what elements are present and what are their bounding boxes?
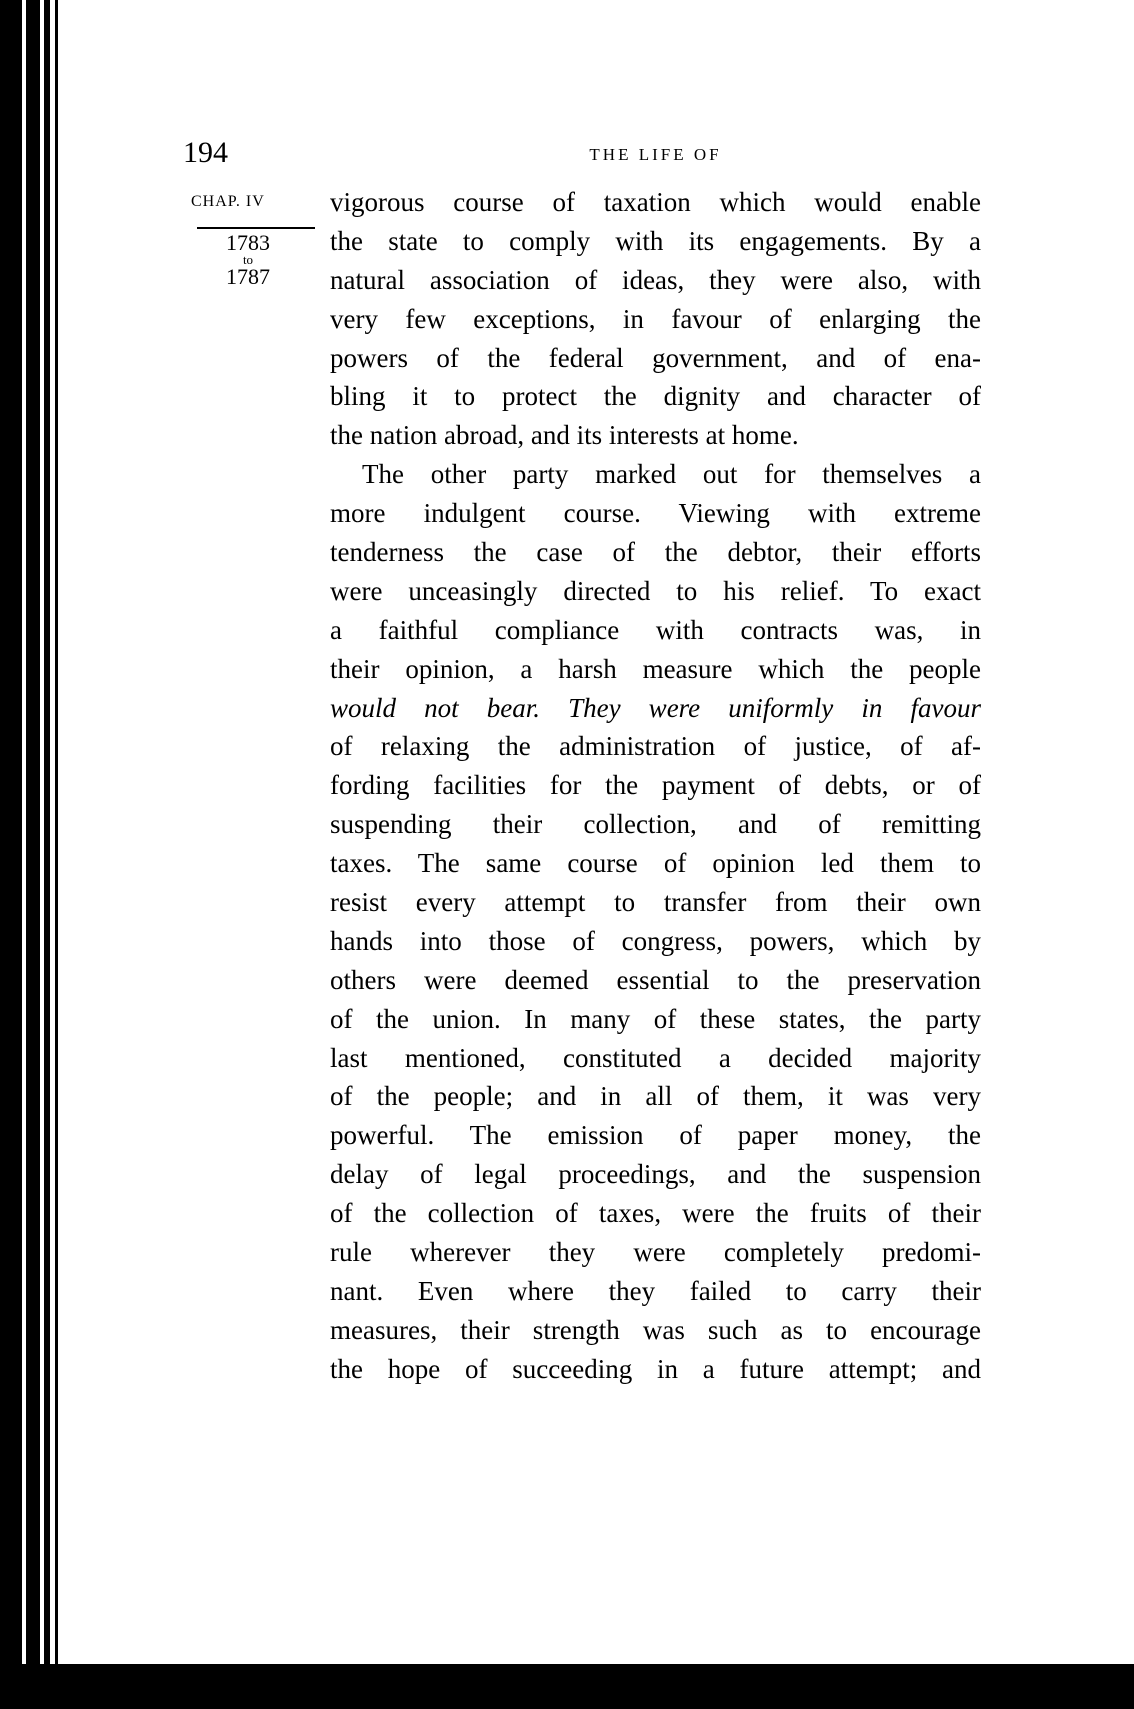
- text-line: [330, 689, 981, 728]
- year-to: to: [242, 252, 254, 267]
- margin-chapter-label: CHAP. IV: [191, 193, 265, 210]
- text-line: their opinion, a harsh measure which the people: [330, 653, 981, 684]
- page-number: 194: [183, 136, 228, 169]
- text-line: nant. Even where they failed to carry their: [330, 1275, 981, 1306]
- year-end: 1787: [226, 264, 270, 289]
- text-line: others were deemed essential to the preservation: [330, 964, 981, 995]
- running-head: THE LIFE OF: [589, 145, 722, 164]
- text-line: The other party marked out for themselves a: [362, 459, 981, 490]
- text-line: natural association of ideas, they were also, with: [330, 264, 981, 295]
- italic-phrase: would not bear.: [330, 692, 540, 723]
- text-line: the hope of succeeding in a future attempt; and: [330, 1353, 981, 1384]
- text-line: bling it to protect the dignity and character of: [330, 381, 981, 412]
- book-spine-scan-edge: [0, 0, 58, 1709]
- text-line: fording facilities for the payment of debts, or of: [330, 770, 981, 801]
- text-line: delay of legal proceedings, and the suspension: [330, 1159, 981, 1190]
- text-line: the nation abroad, and its interests at home.: [330, 420, 799, 451]
- text-line: the state to comply with its engagements. By a: [330, 225, 981, 256]
- body-text: [330, 183, 981, 1389]
- text-line: hands into those of congress, powers, which by: [330, 925, 981, 956]
- text-line: taxes. The same course of opinion led them to: [330, 848, 981, 879]
- text-line: of the union. In many of these states, the party: [330, 1003, 981, 1034]
- text-line: resist every attempt to transfer from their own: [330, 887, 981, 918]
- text-line: a faithful compliance with contracts was, in: [330, 614, 981, 645]
- text-line: tenderness the case of the debtor, their efforts: [330, 537, 981, 568]
- text-line: last mentioned, constituted a decided majority: [330, 1042, 981, 1073]
- text-line: were unceasingly directed to his relief. To exact: [330, 575, 981, 606]
- text-line: of the people; and in all of them, it was very: [330, 1081, 981, 1112]
- margin-rule: [197, 227, 315, 229]
- text-line: powerful. The emission of paper money, the: [330, 1120, 981, 1151]
- text-line: very few exceptions, in favour of enlarging the: [330, 303, 981, 334]
- scan-bottom-edge: [0, 1664, 1134, 1709]
- text-line: suspending their collection, and of remitting: [330, 809, 981, 840]
- italic-phrase: They were uniformly in favour: [568, 692, 981, 723]
- text-line: of relaxing the administration of justice, of af-: [330, 731, 981, 762]
- year-start: 1783: [226, 230, 270, 255]
- margin-year-range: [213, 232, 283, 288]
- text-line: powers of the federal government, and of ena-: [330, 342, 981, 373]
- text-line: vigorous course of taxation which would enable: [330, 187, 981, 217]
- text-line: rule wherever they were completely predomi-: [330, 1237, 981, 1268]
- text-line: measures, their strength was such as to encourage: [330, 1314, 981, 1345]
- text-line: more indulgent course. Viewing with extreme: [330, 498, 981, 529]
- text-line: of the collection of taxes, were the fruits of their: [330, 1198, 981, 1229]
